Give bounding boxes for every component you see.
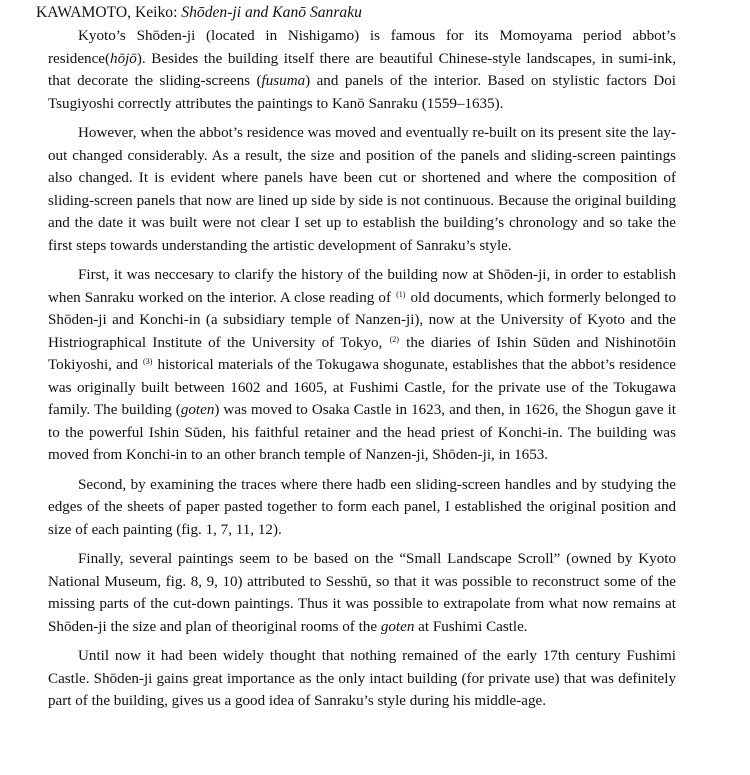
text-run: First, it was neccesary to clarify the history of the building now at Shōden-ji, in order to establish when Sanraku worked on the interior. A close reading of: [48, 267, 676, 306]
text-run: at Fushimi Castle.: [414, 618, 528, 635]
italic-term: goten: [180, 402, 215, 418]
header-author: KAWAMOTO, Keiko: [36, 4, 174, 21]
paragraph: [48, 122, 676, 257]
paragraph: [48, 264, 676, 467]
text-run: old documents, which formerly belonged to Shōden-ji and Konchi-in (a subsidiary temple of Nanzen-ji), now at the University of Kyoto and the Histriographical Institute of the University of Tokyo,: [48, 289, 676, 351]
article-body: [48, 25, 676, 713]
footnote-marker: (3): [143, 357, 153, 366]
text-run: However, when the abbot’s residence was moved and eventually re-built on its present site the lay-out changed considerably. As a result, the size and position of the panels and sliding-screen paintings also changed. It is evident where panels have been cut or shortened and where the composition of sliding-screen panels that now are lined up side by side is not continuous. Because the original building and the date it was built were not clear I set up to establish the building’s chronology and so take the first steps towards understanding the artistic development of Sanraku’s style.: [48, 125, 676, 254]
text-run: ). Besides the building itself there are beautiful Chinese-style landscapes, in sumi-ink, that decorate the sliding-screens (: [48, 50, 676, 89]
header-separator: :: [173, 4, 182, 21]
footnote-marker: (2): [389, 334, 399, 344]
paragraph: [48, 548, 676, 638]
paragraph: [48, 474, 676, 542]
footnote-marker: (1): [396, 289, 406, 299]
document-page: [36, 2, 676, 713]
text-run: historical materials of the Tokugawa shogunate, establishes that the abbot’s residence was originally built between 1602 and 1605, at Fushimi Castle, for the private use of the Tokugawa family. The building (: [48, 357, 676, 418]
text-run: Finally, several paintings seem to be based on the “Small Landscape Scroll” (owned by Kyoto National Museum, fig. 8, 9, 10) attributed to Sesshū, so that it was possible to reconstruct some of the missing parts of the cut-down paintings. Thus it was possible to extrapolate from what now remains at Shōden-ji the size and plan of theoriginal rooms of the: [48, 551, 676, 635]
italic-term: goten: [380, 618, 415, 635]
text-run: Until now it had been widely thought that nothing remained of the early 17th century Fushimi Castle. Shōden-ji gains great importance as the only intact building (for private use) that was definitely part of the building, gives us a good idea of Sanraku’s style during his middle-age.: [48, 648, 676, 709]
header-title: Shōden-ji and Kanō Sanraku: [181, 4, 362, 21]
italic-term: hōjō: [110, 50, 137, 67]
paragraph: [48, 645, 676, 713]
text-run: ) and panels of the interior. Based on stylistic factors Doi Tsugiyoshi correctly attributes the paintings to Kanō Sanraku (1559–1635).: [48, 73, 676, 112]
text-run: the diaries of Ishin Sūden and Nishinotōin Tokiyoshi, and: [48, 334, 676, 373]
text-run: ) was moved to Osaka Castle in 1623, and then, in 1626, the Shogun gave it to the powerful Ishin Sūden, his faithful retainer and the head priest of Konchi-in. The building was moved from Konchi-in to an other branch temple of Nanzen-ji, Shōden-ji, in 1653.: [48, 402, 676, 463]
paragraph: [48, 25, 676, 115]
text-run: Kyoto’s Shōden-ji (located in Nishigamo) is famous for its Momoyama period abbot’s residence(: [48, 28, 676, 67]
text-run: Second, by examining the traces where there hadb een sliding-screen handles and by studying the edges of the sheets of paper pasted together to form each panel, I established the original position and size of each painting (fig. 1, 7, 11, 12).: [48, 476, 676, 538]
running-header: [36, 2, 676, 24]
italic-term: fusuma: [261, 73, 306, 89]
